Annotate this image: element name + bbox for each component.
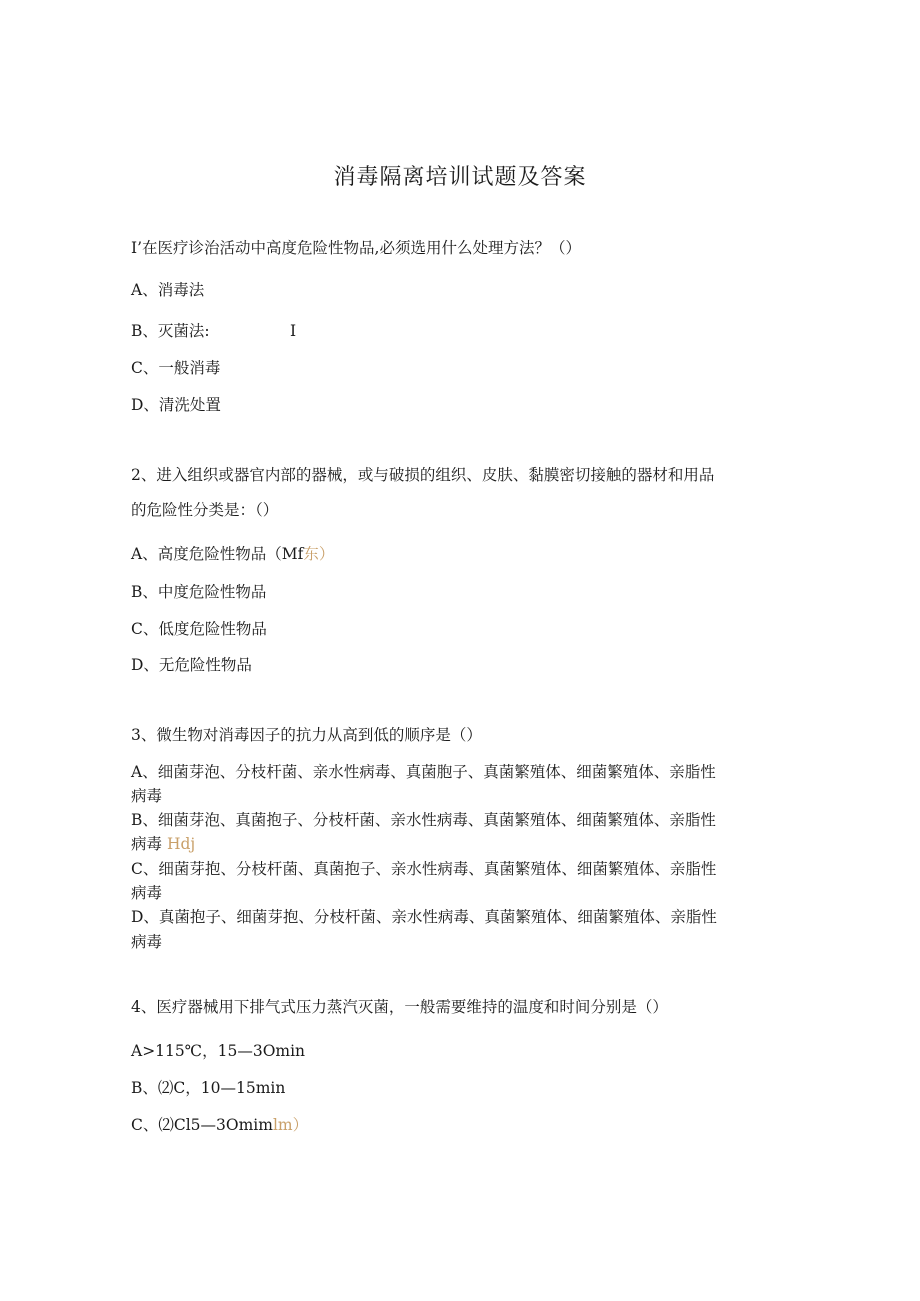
question-2-option-d: D、无危险性物品	[131, 656, 252, 674]
question-3-option-b-line1: B、细菌芽泡、真菌抱子、分枝杆菌、亲水性病毒、真菌繁殖体、细菌繁殖体、亲脂性	[131, 811, 716, 829]
question-1-option-b: B、灭菌法:	[131, 322, 210, 340]
question-2-option-c: C、低度危险性物品	[131, 620, 267, 638]
page-title: 消毒隔离培训试题及答案	[333, 165, 587, 190]
question-3-option-a-line1: A、细菌芽泡、分枝杆菌、亲水性病毒、真菌胞子、真菌繁殖体、细菌繁殖体、亲脂性	[131, 763, 716, 781]
question-4-option-c-mark: lm）	[272, 1116, 309, 1134]
question-4-option-a: A>115℃，15—3Omin	[131, 1042, 306, 1060]
question-1-option-a: A、消毒法	[131, 281, 205, 299]
question-4-prompt: 4、医疗器械用下排气式压力蒸汽灭菌，一般需要维持的温度和时间分别是（）	[131, 998, 668, 1016]
question-4-option-c	[131, 1115, 308, 1135]
question-2-option-a-mark: 东）	[303, 545, 335, 563]
question-2-option-a	[131, 544, 334, 564]
question-1-option-d: D、清洗处置	[131, 396, 221, 414]
question-4-option-c-text: C、⑵Cl5—3Omim	[131, 1116, 273, 1134]
question-1-prompt: I’在医疗诊治活动中高度危险性物品,必须选用什么处理方法？（）	[131, 239, 581, 257]
question-3-option-b-mark: Hdj	[166, 835, 196, 853]
question-3-option-c-line2: 病毒	[131, 884, 163, 902]
question-2-option-a-text: A、高度危险性物品（Mf	[131, 545, 304, 563]
question-3-option-c-line1: C、细菌芽抱、分枝杆菌、真菌抱子、亲水性病毒、真菌繁殖体、细菌繁殖体、亲脂性	[131, 860, 717, 878]
question-2-prompt-line1: 2、进入组织或器官内部的器械，或与破损的组织、皮肤、黏膜密切接触的器材和用品	[131, 466, 715, 484]
question-3-option-a-line2: 病毒	[131, 787, 163, 805]
question-4-option-b: B、⑵C，10—15min	[131, 1079, 286, 1097]
question-2-prompt-line2: 的危险性分类是：（）	[131, 501, 279, 519]
question-1-stray-mark: I	[290, 322, 297, 340]
question-2-option-b: B、中度危险性物品	[131, 583, 267, 601]
question-3-prompt: 3、微生物对消毒因子的抗力从高到低的顺序是（）	[131, 726, 482, 744]
question-3-option-b-line2	[131, 834, 195, 854]
question-1-option-c: C、一般消毒	[131, 359, 221, 377]
question-3-option-d-line2: 病毒	[131, 933, 163, 951]
question-3-option-d-line1: D、真菌抱子、细菌芽抱、分枝杆菌、亲水性病毒、真菌繁殖体、细菌繁殖体、亲脂性	[131, 908, 717, 926]
question-3-option-b-line2-text: 病毒	[131, 835, 163, 853]
